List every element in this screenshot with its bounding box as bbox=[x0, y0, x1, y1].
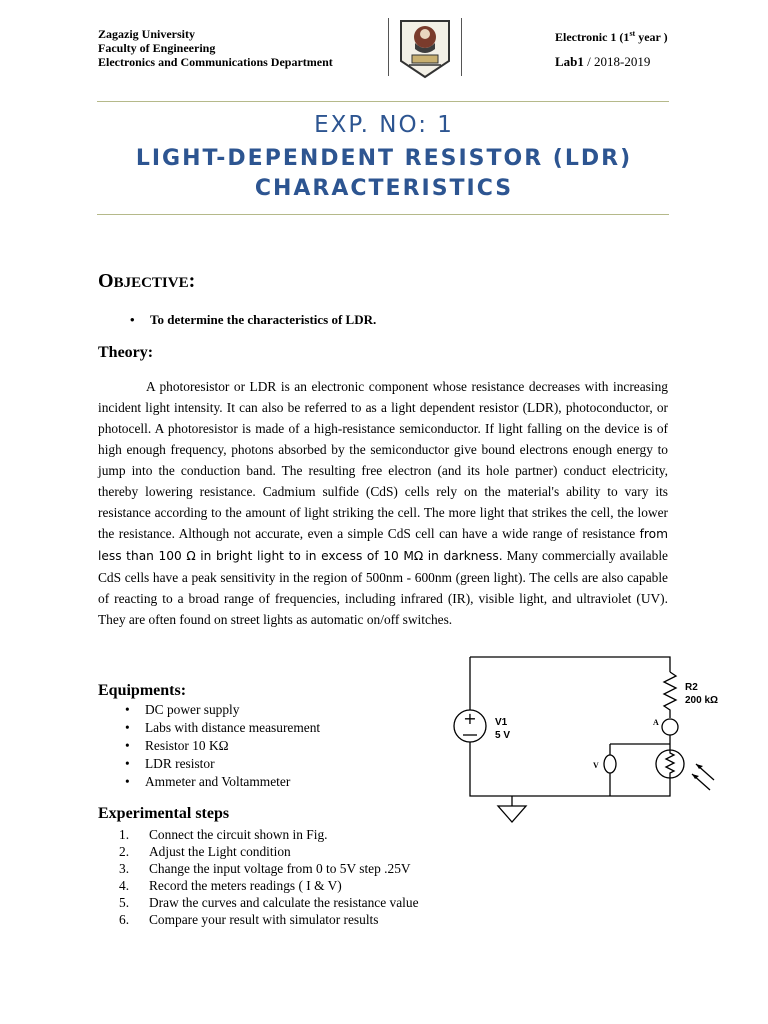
steps-list bbox=[119, 826, 419, 928]
step-number: 4. bbox=[119, 878, 130, 893]
ground-symbol bbox=[498, 806, 526, 822]
voltmeter bbox=[604, 755, 616, 773]
course-block bbox=[555, 27, 668, 69]
source-name-label: V1 bbox=[495, 717, 508, 728]
institution-block bbox=[98, 27, 333, 69]
step-item bbox=[119, 826, 419, 843]
step-text: Compare your result with simulator results bbox=[149, 912, 379, 927]
ammeter bbox=[662, 719, 678, 735]
bottom-wire bbox=[512, 778, 670, 796]
voltmeter-label: V bbox=[593, 761, 599, 770]
course-sup: st bbox=[629, 29, 636, 38]
equipments-list bbox=[119, 701, 320, 791]
theory-text-b: from less than 100 Ω in bright light to in excess of 10 MΩ in darkness. bbox=[98, 527, 668, 563]
step-text: Draw the curves and calculate the resistance value bbox=[149, 895, 419, 910]
steps-heading: Experimental steps bbox=[98, 805, 230, 822]
resistor-r2 bbox=[664, 672, 676, 718]
step-text: Adjust the Light condition bbox=[149, 844, 291, 859]
step-number: 1. bbox=[119, 827, 130, 842]
course-prefix: Electronic 1 (1 bbox=[555, 30, 630, 44]
objective-list bbox=[124, 312, 376, 328]
academic-year: 2018-2019 bbox=[594, 54, 651, 69]
step-text: Change the input voltage from 0 to 5V step .25V bbox=[149, 861, 411, 876]
equipments-heading: Equipments: bbox=[98, 682, 187, 699]
lab-number: Lab1 bbox=[555, 54, 584, 69]
ammeter-label: A bbox=[653, 718, 659, 727]
title-rule-bottom bbox=[97, 214, 669, 215]
objective-heading-rest: BJECTIVE bbox=[113, 275, 189, 291]
ldr-circuit-diagram bbox=[452, 652, 732, 832]
experiment-number: EXP. NO: 1 bbox=[314, 112, 454, 138]
step-text: Connect the circuit shown in Fig. bbox=[149, 827, 328, 842]
lab-line bbox=[555, 55, 668, 69]
theory-text-a: A photoresistor or LDR is an electronic component whose resistance decreases with increasing incident light intensity. It can also be referred to as a light dependent resistor (LDR), photoconductor, or photocell. A photoresistor is made of a high-resistance semiconductor. If light falling on the device is of high enough frequency, photons absorbed by the semiconductor give bound electrons enough energy to jump into the conduction band. The resulting free electron (and its hole partner) conduct electricity, thereby lowering resistance. Cadmium sulfide (CdS) cells rely on the material's ability to vary its resistance according to the amount of light striking the cell. The more light that strikes the cell, the lower the resistance. Although not accurate, even a simple CdS cell can have a wide range of resistance bbox=[98, 379, 668, 541]
header-divider-right bbox=[461, 18, 462, 76]
equipment-item: • Labs with distance measurement bbox=[119, 719, 320, 737]
step-number: 6. bbox=[119, 912, 130, 927]
department-name: Electronics and Communications Department bbox=[98, 55, 333, 69]
step-item bbox=[119, 860, 419, 877]
step-item bbox=[119, 843, 419, 860]
objective-item: • To determine the characteristics of LDR. bbox=[124, 312, 376, 328]
step-number: 2. bbox=[119, 844, 130, 859]
step-text: Record the meters readings ( I & V) bbox=[149, 878, 342, 893]
experiment-title bbox=[0, 144, 768, 204]
theory-paragraph bbox=[98, 376, 668, 630]
top-wire bbox=[470, 657, 670, 672]
plus-sign: + bbox=[463, 709, 477, 728]
lab-separator: / bbox=[583, 54, 595, 69]
step-item bbox=[119, 894, 419, 911]
university-name: Zagazig University bbox=[98, 27, 195, 41]
theory-text-c: Many commercially available CdS cells have a peak sensitivity in the region of 500nm - 600nm (green light). The cells are also capable of reacting to a broad range of frequencies, including infrared (IR), visible light, and ultraviolet (UV). They are often found on street lights as automatic on/off switches. bbox=[98, 548, 668, 627]
equipment-item: • DC power supply bbox=[119, 701, 320, 719]
left-wire-bottom bbox=[470, 742, 512, 796]
objective-heading-colon: : bbox=[188, 270, 196, 292]
theory-heading: Theory: bbox=[98, 344, 154, 361]
resistor-value-label: 200 kΩ bbox=[685, 695, 719, 706]
objective-heading-initial: O bbox=[98, 270, 114, 292]
university-logo bbox=[395, 17, 455, 79]
equipment-item: • LDR resistor bbox=[119, 755, 320, 773]
step-number: 5. bbox=[119, 895, 130, 910]
header-divider-left bbox=[388, 18, 389, 76]
title-rule-top bbox=[97, 101, 669, 102]
faculty-name: Faculty of Engineering bbox=[98, 41, 216, 55]
step-item bbox=[119, 911, 419, 928]
source-value-label: 5 V bbox=[495, 730, 511, 741]
step-number: 3. bbox=[119, 861, 130, 876]
equipment-item: • Resistor 10 KΩ bbox=[119, 737, 320, 755]
course-suffix: year ) bbox=[635, 30, 668, 44]
title-line-2: CHARACTERISTICS bbox=[254, 176, 514, 201]
equipment-item: • Ammeter and Voltammeter bbox=[119, 773, 320, 791]
course-title bbox=[555, 27, 668, 44]
title-line-1: LIGHT-DEPENDENT RESISTOR (LDR) bbox=[135, 146, 633, 171]
resistor-name-label: R2 bbox=[685, 682, 698, 693]
objective-heading bbox=[98, 270, 195, 293]
step-item bbox=[119, 877, 419, 894]
